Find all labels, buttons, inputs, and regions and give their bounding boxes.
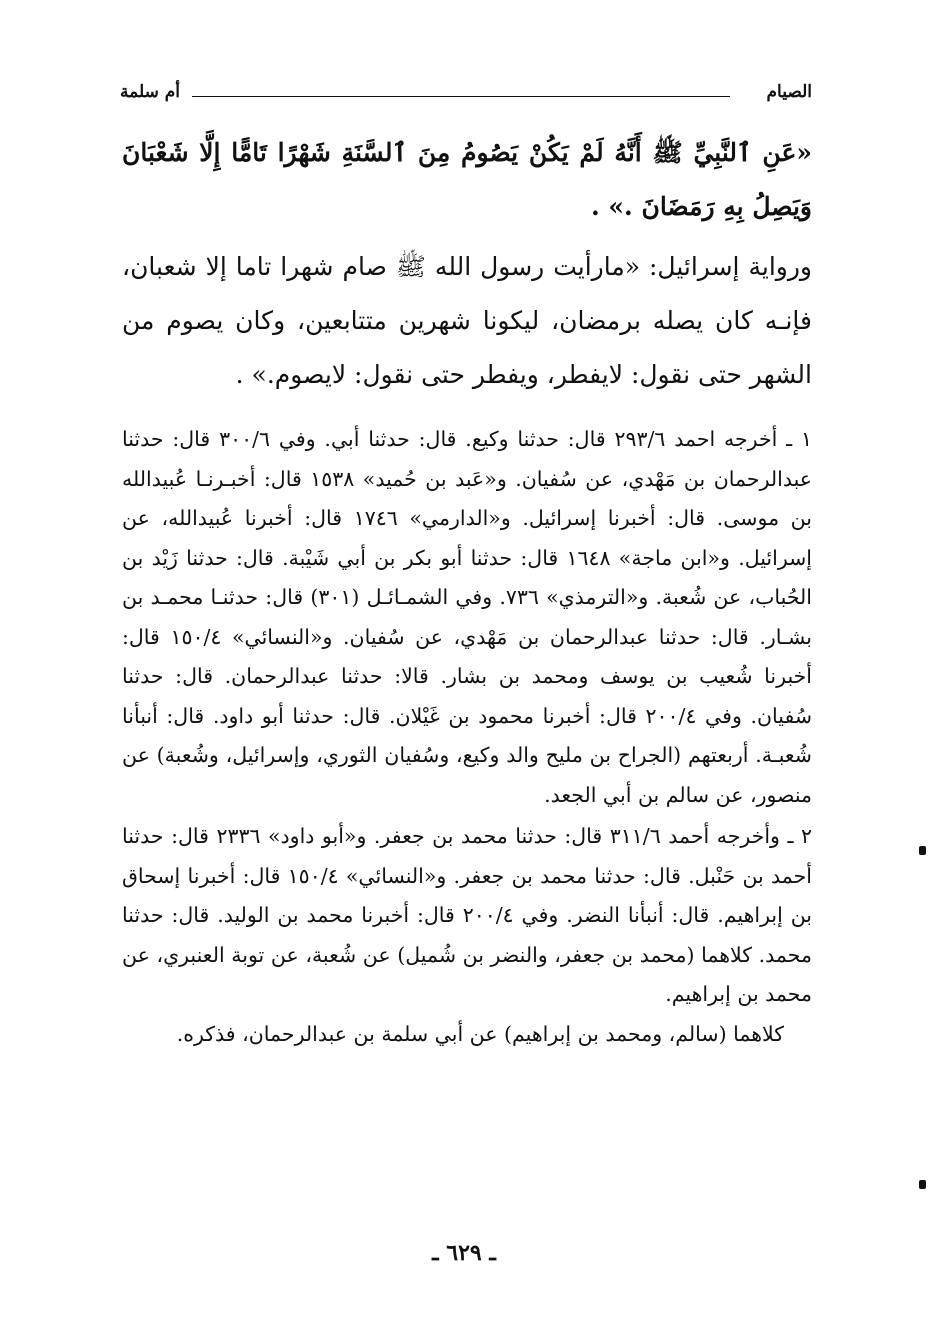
header-topic-title: أم سلمة — [120, 82, 180, 102]
header-chapter-title: الصيام — [766, 82, 812, 102]
footnote-1: ١ ـ أخرجه احمد ٢٩٣/٦ قال: حدثنا وكيع. قال: حدثنا أبي. وفي ٣٠٠/٦ قال: حدثنا عبدالرحمان بن مَهْدي، عن سُفيان. و«عَبد بن حُميد» ١٥٣٨ قال: أخبـرنـا عُبيدالله بن موسى. قال: أخبرنا إسرائيل. و«الدارمي» ١٧٤٦ قال: أخبرنا عُبيدالله، عن إسرائيل. و«ابن ماجة» ١٦٤٨ قال: حدثنا أبو بكر بن أبي شَيْبة. قال: حدثنا زَيْد بن الحُباب، عن شُعبة. و«الترمذي» ٧٣٦. وفي الشمـائـل (٣٠١) قال: حدثنـا محمـد بن بشـار. قال: حدثنا عبدالرحمان بن مَهْدي، عن سُفيان. و«النسائي» ١٥٠/٤ قال: أخبرنا شُعيب بن يوسف ومحمد بن بشار. قالا: حدثنا عبدالرحمان. قال: حدثنا سُفيان. وفي ٢٠٠/٤ قال: أخبرنا محمود بن غَيْلان. قال: حدثنا أبو داود. قال: أنبأنا شُعبـة. أربعتهم (الجراح بن مليح والد وكيع، وسُفيان الثوري، وإسرائيل، وشُعبة) عن منصور، عن سالم بن أبي الجعد. — [122, 427, 813, 807]
header-rule — [192, 96, 730, 97]
margin-dot — [919, 1180, 926, 1189]
hadith-text: «عَنِ ٱلنَّبِيِّ ﷺ أَنَّهُ لَمْ يَكُنْ يَصُومُ مِنَ ٱلسَّنَةِ شَهْرًا تَامًّا إِلَّا شَعْبَانَ وَيَصِلُ بِهِ رَمَضَانَ .» . — [122, 138, 812, 221]
running-header — [120, 82, 812, 112]
footnote-2-conclusion: كلاهما (سالم، ومحمد بن إبراهيم) عن أبي سلمة بن عبدالرحمان، فذكره. — [176, 1021, 784, 1046]
margin-dot — [919, 846, 926, 855]
footnote-2: ٢ ـ وأخرجه أحمد ٣١١/٦ قال: حدثنا محمد بن جعفر. و«أبو داود» ٢٣٣٦ قال: حدثنا أحمد بن حَنْبل. قال: حدثنا محمد بن جعفر. و«النسائي» ١٥٠/٤ قال: أخبرنا إسحاق بن إبراهيم. قال: أنبأنا النضر. وفي ٢٠٠/٤ قال: أخبرنا محمد بن الوليد. قال: حدثنا محمد. كلاهما (محمد بن جعفر، والنضر بن شُميل) عن شُعبة، عن توبة العنبري، عن محمد بن إبراهيم. — [122, 824, 812, 1006]
main-text — [122, 126, 812, 402]
page-number: ـ ٦٢٩ ـ — [432, 1240, 496, 1266]
footnotes — [122, 420, 812, 1054]
israil-narration: ورواية إسرائيل: «مارأيت رسول الله ﷺ صام شهرا تاما إلا شعبان، فإنـه كان يصله برمضان، ليكونا شهرين متتابعين، وكان يصوم من الشهر حتى نقول: لايفطر، ويفطر حتى نقول: لايصوم.» . — [122, 252, 812, 389]
